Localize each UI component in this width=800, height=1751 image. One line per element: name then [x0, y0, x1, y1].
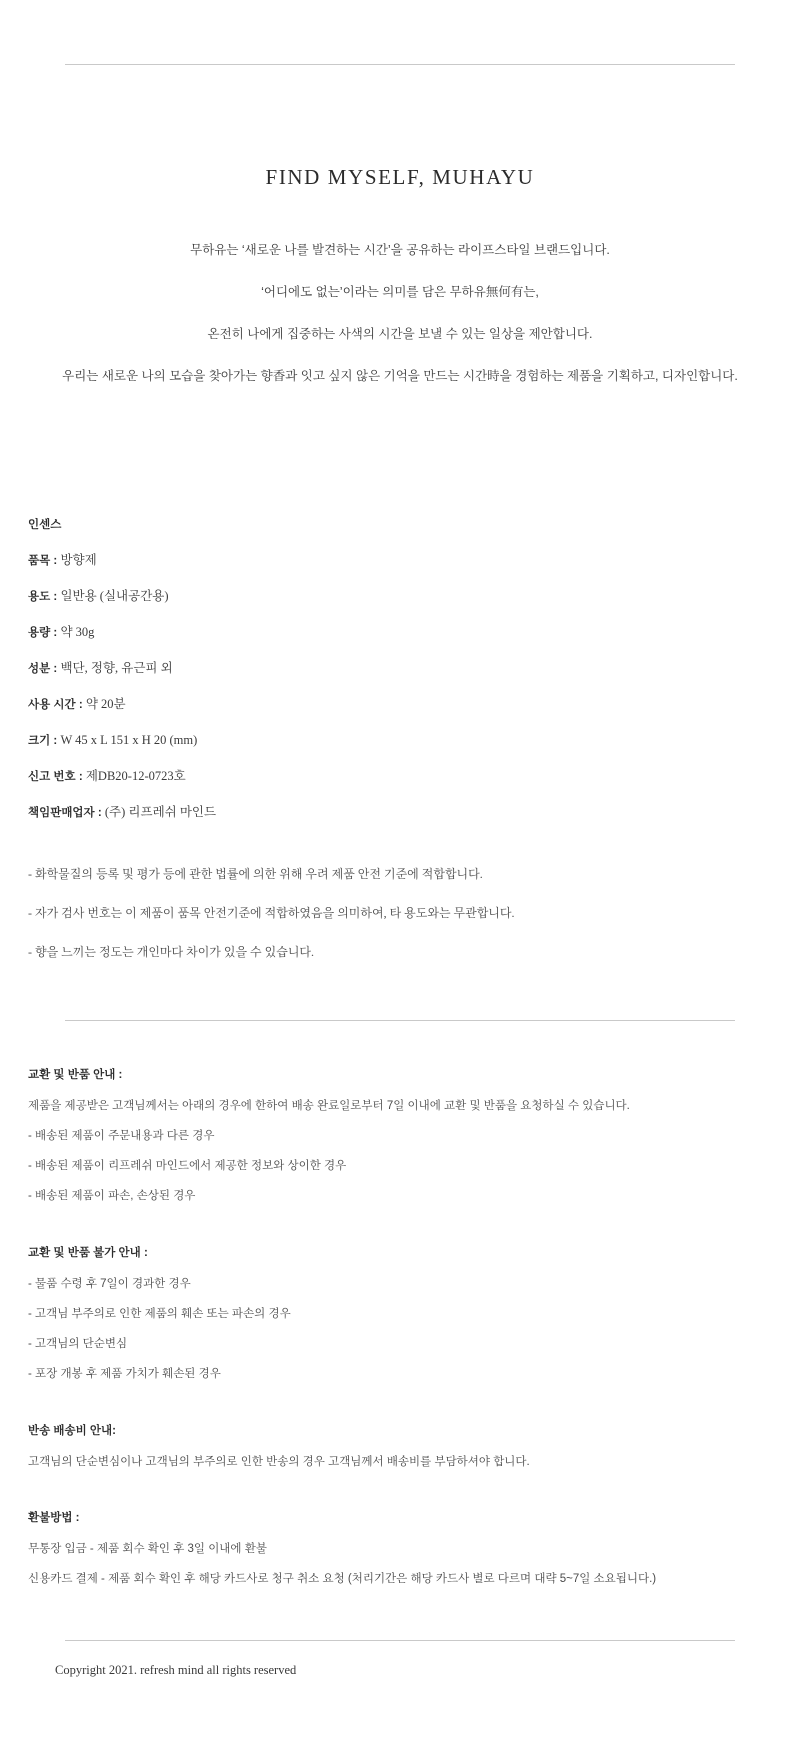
- spec-label: 크기 :: [28, 734, 58, 747]
- spec-value: (주) 리프레쉬 마인드: [104, 804, 217, 819]
- spec-value: 방향제: [60, 553, 97, 567]
- brand-hero: [0, 65, 800, 386]
- policy-exchange-return-denied: [28, 1244, 748, 1384]
- policy-line: - 고객님 부주의로 인한 제품의 훼손 또는 파손의 경우: [28, 1307, 291, 1320]
- product-detail-page: [0, 64, 800, 1751]
- spec-row: [28, 588, 728, 605]
- spec-value: 백단, 정향, 유근피 외: [60, 660, 173, 675]
- divider-bottom: [65, 1640, 735, 1641]
- spec-value: W 45 x L 151 x H 20 (mm): [60, 732, 198, 747]
- spec-label: 품목 :: [28, 555, 58, 567]
- spec-row: [28, 732, 728, 749]
- spec-row: [28, 804, 728, 821]
- policy-line: 무통장 입금 - 제품 회수 확인 후 3일 이내에 환불: [28, 1542, 267, 1555]
- brand-statement-line: ‘어디에도 없는’이라는 의미를 담은 무하유無何有는,: [261, 285, 539, 299]
- page-title: FIND MYSELF, MUHAYU: [265, 165, 535, 189]
- policy-line: - 고객님의 단순변심: [28, 1338, 128, 1350]
- spec-value: 약 30g: [60, 624, 95, 639]
- policy-line: 제품을 제공받은 고객님께서는 아래의 경우에 한하여 배송 완료일로부터 7일 이내에 교환 및 반품을 요청하실 수 있습니다.: [28, 1099, 630, 1112]
- divider-middle: [65, 1020, 735, 1021]
- policy-exchange-return: [28, 1066, 748, 1206]
- policy-line: - 배송된 제품이 파손, 손상된 경우: [28, 1190, 196, 1203]
- brand-statement-line: 우리는 새로운 나의 모습을 찾아가는 향香과 잇고 싶지 않은 기억을 만드는 시간時을 경험하는 제품을 기획하고, 디자인합니다.: [62, 369, 738, 383]
- spec-value: 제DB20-12-0723호: [85, 768, 186, 783]
- policy-title: 반송 배송비 안내:: [28, 1424, 116, 1437]
- policy-title: 교환 및 반품 안내 :: [28, 1068, 123, 1081]
- policy-line: - 포장 개봉 후 제품 가치가 훼손된 경우: [28, 1368, 221, 1381]
- policy-title: 환불방법 :: [28, 1511, 80, 1524]
- spec-row: [28, 660, 728, 677]
- spec-label: 성분 :: [28, 662, 58, 675]
- spec-value: 일반용 (실내공간용): [60, 588, 169, 603]
- spec-label: 용도 :: [28, 590, 58, 603]
- spec-label: 책임판매업자 :: [28, 806, 102, 819]
- policy-line: 신용카드 결제 - 제품 회수 확인 후 해당 카드사로 청구 취소 요청 (처리기간은 해당 카드사 별로 다르며 대략 5~7일 소요됩니다.): [28, 1573, 657, 1585]
- spec-label: 용량 :: [28, 626, 58, 639]
- brand-statement: [0, 240, 800, 386]
- spec-value: 약 20분: [85, 696, 126, 711]
- product-notes: [28, 865, 728, 960]
- spec-row: [28, 696, 728, 713]
- policy-line: - 물품 수령 후 7일이 경과한 경우: [28, 1277, 191, 1290]
- note-line: - 자가 검사 번호는 이 제품이 품목 안전기준에 적합하였음을 의미하여, 타 용도와는 무관합니다.: [28, 905, 515, 920]
- spec-label: 사용 시간 :: [28, 698, 83, 711]
- brand-statement-line: 온전히 나에게 집중하는 사색의 시간을 보낼 수 있는 일상을 제안합니다.: [207, 327, 593, 341]
- policy-title: 교환 및 반품 불가 안내 :: [28, 1246, 148, 1259]
- spec-label: 신고 번호 :: [28, 770, 83, 783]
- policy-line: 고객님의 단순변심이나 고객님의 부주의로 인한 반송의 경우 고객님께서 배송비를 부담하셔야 합니다.: [28, 1455, 530, 1468]
- policy-return-shipping-fee: [28, 1422, 748, 1471]
- policy-line: - 배송된 제품이 리프레쉬 마인드에서 제공한 정보와 상이한 경우: [28, 1160, 347, 1172]
- spec-row: [28, 552, 728, 569]
- note-line: - 향을 느끼는 정도는 개인마다 차이가 있을 수 있습니다.: [28, 944, 315, 959]
- product-category-heading: 인센스: [28, 519, 62, 531]
- policy-refund-method: [28, 1509, 748, 1589]
- policy-section-group: [28, 1066, 748, 1589]
- spec-row: [28, 624, 728, 641]
- note-line: - 화학물질의 등록 및 평가 등에 관한 법률에 의한 위해 우려 제품 안전 기준에 적합합니다.: [28, 866, 483, 881]
- spec-row: [28, 768, 728, 785]
- policy-line: - 배송된 제품이 주문내용과 다른 경우: [28, 1129, 215, 1142]
- footer-copyright: Copyright 2021. refresh mind all rights reserved: [55, 1663, 297, 1678]
- brand-statement-line: 무하유는 ‘새로운 나를 발견하는 시간’을 공유하는 라이프스타일 브랜드입니다.: [190, 243, 610, 257]
- product-spec-list: [28, 516, 728, 821]
